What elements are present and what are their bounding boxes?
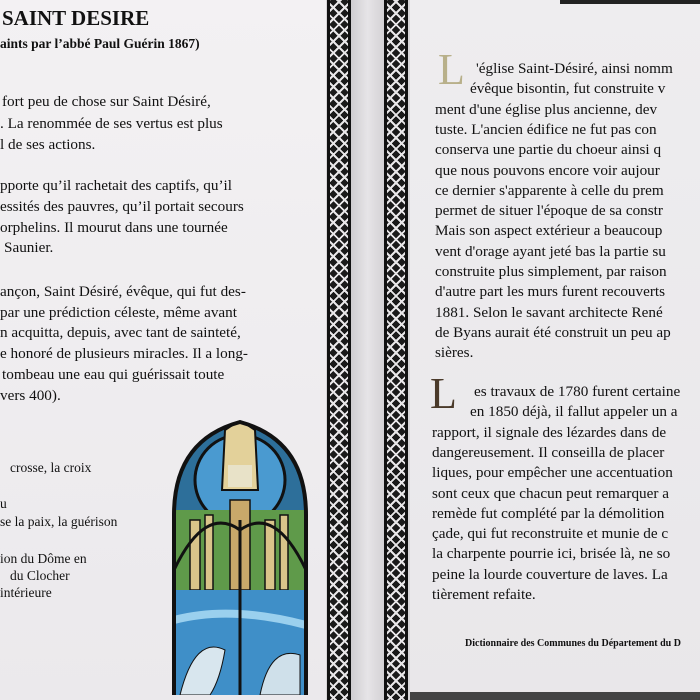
- celtic-border-right: [384, 0, 408, 700]
- text-line: sont ceux que chacun peut remarquer a: [432, 484, 669, 502]
- text-line: essités des pauvres, qu’il portait secours: [0, 197, 244, 215]
- right-panel: [410, 0, 700, 700]
- note-line: du Clocher: [10, 568, 70, 583]
- text-line: ançon, Saint Désiré, évêque, qui fut des-: [0, 283, 246, 300]
- text-line: d'autre part les murs furent recouverts: [435, 283, 666, 301]
- note-line: se la paix, la guérison: [0, 514, 118, 529]
- text-line: Saunier.: [4, 239, 54, 257]
- source-citation: Dictionnaire des Communes du Département du D: [465, 638, 681, 649]
- left-panel: [0, 0, 326, 700]
- text-line: conserva une partie du choeur ainsi q: [435, 141, 662, 159]
- text-line: tombeau une eau qui guérissait toute: [2, 365, 225, 383]
- text-line: la charpente pourrie ici, brisée là, ne so: [432, 545, 671, 563]
- text-line: en 1850 déjà, il fallut appeler un a: [470, 403, 678, 421]
- text-line: sières.: [435, 344, 474, 362]
- stained-glass-window: [170, 420, 310, 695]
- text-line: par une prédiction céleste, même avant: [0, 303, 237, 321]
- text-line: n acquitta, depuis, avec tant de sainteté,: [0, 324, 241, 342]
- frame-gap: [351, 0, 384, 700]
- frame-edge: [410, 692, 700, 700]
- text-line: ce dernier s'apparente à celle du prem: [435, 181, 664, 199]
- text-line: ment d'une église plus ancienne, dev: [435, 100, 658, 118]
- note-line: intérieure: [0, 585, 52, 600]
- text-line: e honoré de plusieurs miracles. Il a long-: [0, 345, 248, 363]
- page-title: SAINT DESIRE: [2, 6, 150, 30]
- text-line: évêque bisontin, fut construite v: [470, 80, 666, 98]
- text-line: rapport, il signale des lézardes dans de: [432, 423, 667, 441]
- text-line: es travaux de 1780 furent certaine: [474, 383, 681, 400]
- text-line: que nous pouvons encore voir aujour: [435, 161, 660, 179]
- frame-edge: [560, 0, 700, 4]
- text-line: 1881. Selon le savant architecte René: [435, 303, 663, 321]
- text-line: liques, pour empêcher une accentuation: [432, 464, 673, 482]
- note-line: u: [0, 496, 7, 511]
- text-line: 'église Saint-Désiré, ainsi nomm: [476, 60, 673, 77]
- text-line: l de ses actions.: [0, 136, 96, 153]
- subtitle: aints par l’abbé Paul Guérin 1867): [0, 36, 200, 51]
- drop-cap-2: L: [430, 369, 457, 418]
- note-line: crosse, la croix: [10, 460, 92, 475]
- text-line: Mais son aspect extérieur a beaucoup: [435, 222, 663, 240]
- text-line: construite plus simplement, par raison: [435, 263, 667, 280]
- celtic-border-left: [327, 0, 351, 700]
- drop-cap-1: L: [438, 45, 465, 94]
- text-line: remède fut complété par la démolition: [432, 504, 665, 522]
- text-line: tièrement refaite.: [432, 586, 536, 603]
- text-line: peine la lourde couverture de laves. La: [432, 565, 668, 583]
- text-line: tuste. L'ancien édifice ne fut pas con: [435, 120, 657, 138]
- text-line: . La renommée de ses vertus est plus: [0, 114, 223, 132]
- text-line: fort peu de chose sur Saint Désiré,: [2, 93, 211, 110]
- text-line: orphelins. Il mourut dans une tournée: [0, 218, 228, 236]
- text-line: vent d'orage ayant jeté bas la partie su: [435, 242, 666, 260]
- text-line: permet de situer l'époque de sa constr: [435, 202, 663, 220]
- text-line: çade, qui fut reconstruite et munie de c: [432, 525, 669, 543]
- text-line: dangereusement. Il conseilla de placer: [432, 443, 665, 461]
- text-line: pporte qu’il rachetait des captifs, qu’il: [0, 177, 232, 194]
- text-line: vers 400).: [0, 386, 61, 404]
- text-line: de Byans aurait été construit un peu ap: [435, 323, 671, 341]
- note-line: ion du Dôme en: [0, 551, 87, 566]
